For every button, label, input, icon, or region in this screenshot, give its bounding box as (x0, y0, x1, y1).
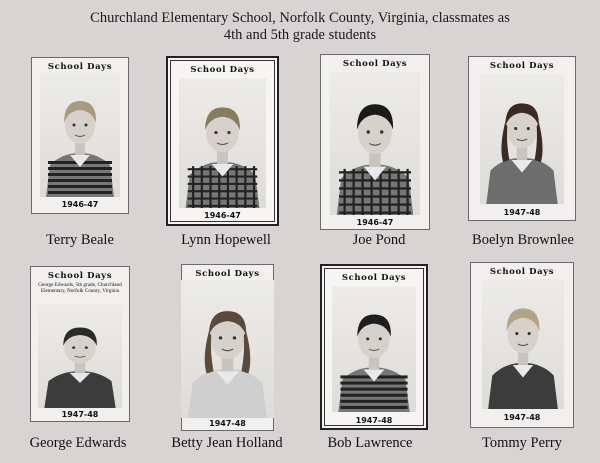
student-photo (330, 72, 420, 215)
card-header: School Days (341, 273, 407, 283)
card-header: School Days (489, 267, 555, 277)
card-header: School Days (47, 271, 113, 281)
card-year: 1947-48 (503, 413, 541, 422)
student-name: Terry Beale (46, 232, 114, 248)
student-photo (179, 78, 266, 208)
photo-card-tommy-perry (470, 262, 574, 428)
caption-line-2: 4th and 5th grade students (223, 27, 377, 43)
student-name: Boelyn Brownlee (472, 232, 574, 248)
photo-card-betty-jean-holland (181, 264, 274, 431)
student-name: George Edwards (29, 435, 127, 451)
student-name: Betty Jean Holland (171, 435, 283, 451)
photo-card-lynn-hopewell (166, 56, 279, 226)
card-header: School Days (195, 269, 260, 279)
card-year: 1946-47 (356, 218, 394, 227)
photo-card-boelyn-brownlee (468, 56, 576, 221)
student-photo (181, 280, 274, 418)
student-name: Bob Lawrence (327, 435, 413, 451)
card-year: 1946-47 (204, 211, 241, 220)
student-name: Lynn Hopewell (181, 232, 271, 248)
card-header: School Days (190, 65, 255, 75)
photo-card-bob-lawrence (320, 264, 428, 430)
card-header: School Days (47, 62, 113, 72)
photo-card-george-edwards (30, 266, 130, 422)
caption-line-1: Churchland Elementary School, Norfolk County, Virginia, classmates as (90, 10, 510, 26)
student-name: Joe Pond (352, 232, 406, 248)
photo-card-joe-pond (320, 54, 430, 230)
card-header: School Days (489, 61, 555, 71)
student-photo (332, 286, 416, 412)
card-year: 1947-48 (355, 416, 393, 425)
student-photo (482, 279, 564, 409)
student-photo (38, 304, 122, 408)
card-header: School Days (342, 59, 408, 69)
card-year: 1947-48 (503, 208, 541, 217)
photo-card-terry-beale (31, 57, 129, 214)
student-name: Tommy Perry (482, 435, 562, 451)
card-note: George Edwards, 5th grade, Churchland Elementary, Norfolk County, Virginia (38, 282, 122, 295)
student-photo (480, 74, 564, 204)
student-photo (40, 73, 120, 197)
page-caption (0, 10, 600, 44)
card-year: 1946-47 (61, 200, 99, 209)
card-year: 1947-48 (209, 419, 246, 428)
card-year: 1947-48 (61, 410, 99, 419)
